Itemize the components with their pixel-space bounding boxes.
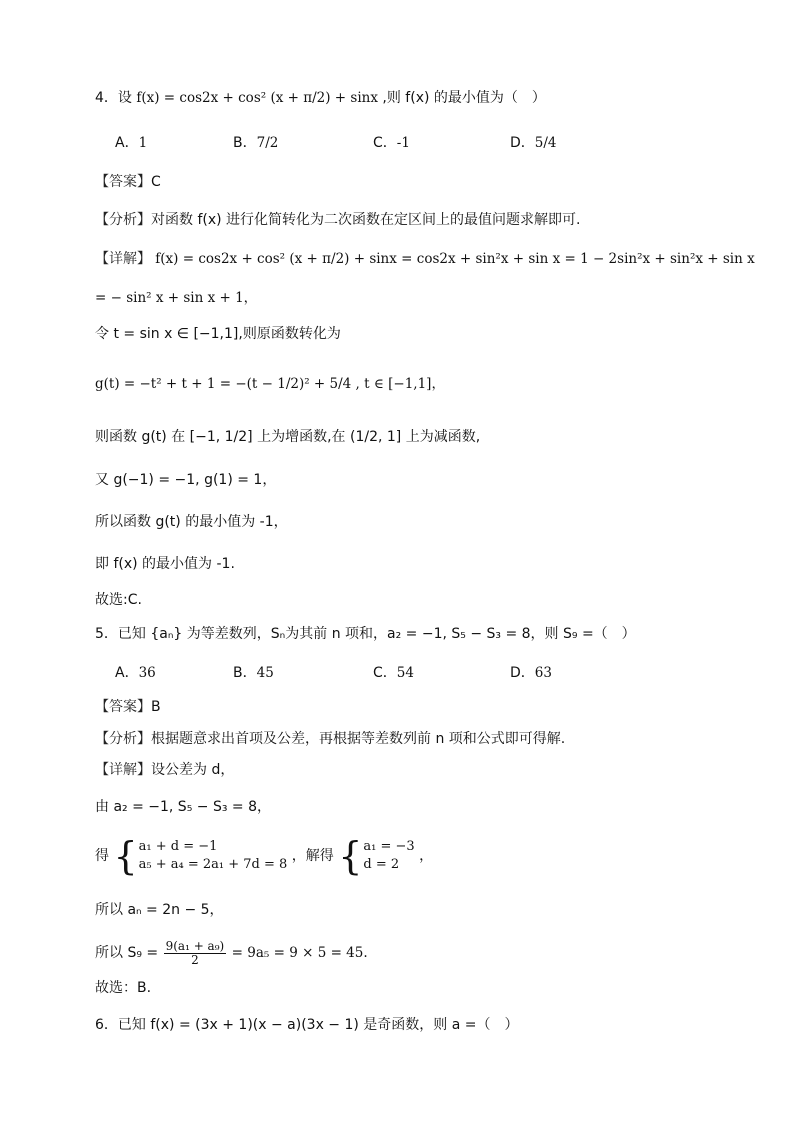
q5-detail-line1: [95, 760, 234, 780]
q5-detail-line2: 由 a₂ = −1, S₅ − S₃ = 8，: [95, 799, 271, 815]
answer-value: C: [151, 174, 161, 190]
q5-option-a: A．36: [115, 665, 156, 681]
q4-answer: [95, 172, 161, 192]
q4-stem-suffix: ,则 f(x) 的最小值为（ ）: [382, 90, 546, 106]
detail-text: 设公差为 d，: [151, 762, 235, 778]
q4-detail-line7: 所以函数 g(t) 的最小值为 -1，: [95, 514, 288, 530]
q4-detail-line9: 故选:C.: [95, 592, 142, 608]
sum-suffix: = 9a₅ = 9 × 5 = 45.: [231, 945, 368, 961]
q5-option-d: D．63: [510, 665, 552, 681]
q5-analysis: [95, 729, 565, 749]
system-prefix: 得: [95, 848, 109, 864]
q5-detail-line5: [95, 938, 368, 968]
q4-option-a: A．1: [115, 135, 148, 151]
q5-detail-line4: 所以 aₙ = 2n − 5，: [95, 902, 224, 918]
analysis-text: 对函数 f(x) 进行化简转化为二次函数在定区间上的最值问题求解即可.: [151, 212, 581, 228]
q4-stem: [95, 88, 546, 108]
q5-option-c: C．54: [373, 665, 414, 681]
q4-option-c: C．-1: [373, 135, 410, 151]
sum-fraction: $\frac{\text{9(a₁ + a₉)}}{2}$: [165, 938, 225, 967]
q5-detail-line6: 故选：B.: [95, 980, 152, 996]
system-suffix: ，: [419, 848, 434, 864]
analysis-tag: 【分析】: [95, 212, 151, 228]
answer-value: B: [151, 699, 161, 715]
equation-system-2: { a₁ = −3 d = 2: [338, 834, 415, 878]
system-row: a₁ = −3: [363, 839, 415, 854]
detail-text: f(x) = cos2x + cos² (x + π/2) + sinx = cos2x + sin²x + sin x = 1 − 2sin²x + sin²x + sin x: [155, 251, 755, 267]
analysis-text: 根据题意求出首项及公差，再根据等差数列前 n 项和公式即可得解.: [151, 731, 566, 747]
q4-analysis: [95, 210, 581, 230]
q5-stem: 5．已知 {aₙ} 为等差数列，Sₙ为其前 n 项和，a₂ = −1, S₅ − S₃ = 8，则 S₉ =（ ）: [95, 626, 636, 642]
q4-option-d: D．5/4: [510, 135, 557, 151]
answer-tag: 【答案】: [95, 174, 151, 190]
q6-stem: 6．已知 f(x) = (3x + 1)(x − a)(3x − 1) 是奇函数，则 a =（ ）: [95, 1017, 519, 1033]
q4-detail-line8: 即 f(x) 的最小值为 -1.: [95, 556, 235, 572]
sum-prefix: 所以 S₉ =: [95, 945, 159, 961]
q4-stem-expression: f(x) = cos2x + cos² (x + π/2) + sinx: [136, 90, 378, 106]
system-row: d = 2: [363, 857, 400, 872]
q4-detail-line4: g(t) = −t² + t + 1 = −(t − 1/2)² + 5/4 , t ∈ [−1,1]，: [95, 376, 445, 392]
detail-tag: 【详解】: [95, 762, 151, 778]
q4-detail-line6: 又 g(−1) = −1, g(1) = 1，: [95, 472, 277, 488]
q5-option-b: B．45: [233, 665, 274, 681]
q4-detail-line3: 令 t = sin x ∈ [−1,1],则原函数转化为: [95, 326, 341, 342]
answer-tag: 【答案】: [95, 699, 151, 715]
q4-stem-prefix: 4．设: [95, 90, 132, 106]
q4-detail-line2: = − sin² x + sin x + 1，: [95, 290, 258, 306]
equation-system-1: { a₁ + d = −1 a₅ + a₄ = 2a₁ + 7d = 8: [113, 834, 288, 878]
system-prefix: ，解得: [291, 848, 334, 864]
q5-answer: [95, 697, 161, 717]
analysis-tag: 【分析】: [95, 731, 151, 747]
q5-detail-systems: [95, 836, 433, 876]
q4-detail-line1: [95, 249, 755, 269]
q4-detail-line5: 则函数 g(t) 在 [−1, 1/2] 上为增函数,在 (1/2, 1] 上为减函数,: [95, 429, 481, 445]
detail-tag: 【详解】: [95, 251, 151, 267]
q4-option-b: B．7/2: [233, 135, 279, 151]
system-row: a₁ + d = −1: [138, 839, 218, 854]
system-row: a₅ + a₄ = 2a₁ + 7d = 8: [138, 857, 288, 872]
